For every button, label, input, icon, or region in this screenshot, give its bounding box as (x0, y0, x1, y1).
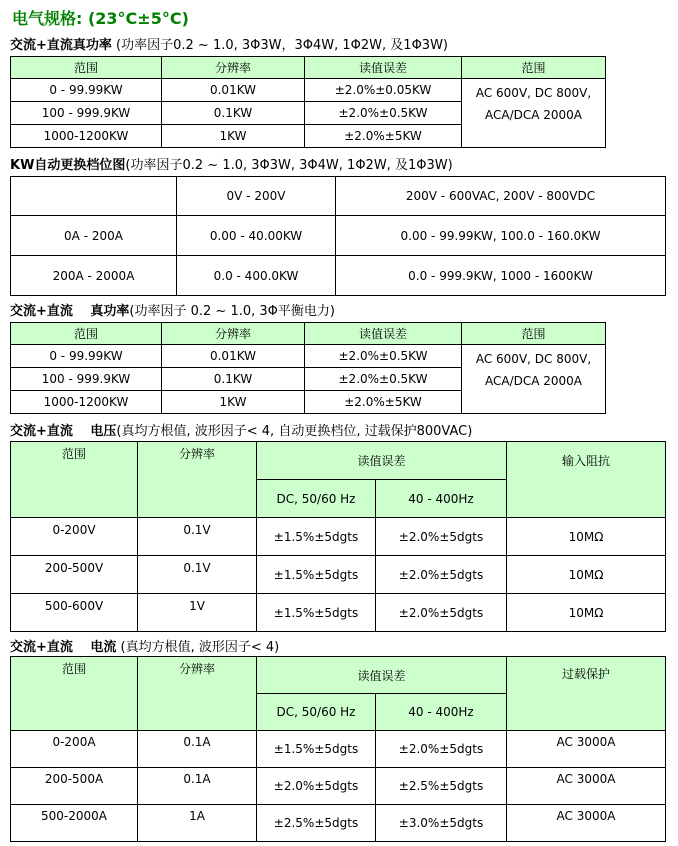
table-cell: ±2.0%±0.05KW (305, 79, 462, 102)
col-header-range: 范围 (11, 323, 162, 345)
table-cell: 500-2000A (11, 805, 138, 842)
table-cell: ±2.5%±5dgts (376, 768, 507, 805)
table-cell: 0-200A (11, 731, 138, 768)
table-cell: AC 3000A (507, 805, 666, 842)
section3-heading-rest: (功率因子 0.2 ~ 1.0, 3Φ平衡电力) (129, 304, 335, 319)
range-note-line2: ACA/DCA 2000A (484, 108, 583, 122)
table-cell: ±2.0%±0.5KW (305, 345, 462, 368)
section1-heading-bold: 交流+直流真功率 (10, 38, 112, 53)
table-cell: ±2.0%±5dgts (376, 518, 507, 556)
table-cell: 1V (138, 594, 257, 632)
table-cell: ±1.5%±5dgts (257, 731, 376, 768)
col-header-range: 范围 (11, 57, 162, 79)
table-cell: 10MΩ (507, 594, 666, 632)
table-cell: 0.0 - 999.9KW, 1000 - 1600KW (336, 256, 666, 296)
col-header-200-800v: 200V - 600VAC, 200V - 800VDC (336, 177, 666, 216)
col-header-0-200v: 0V - 200V (177, 177, 336, 216)
section2-heading-bold: KW自动更换档位图 (10, 158, 126, 173)
col-header-accuracy: 读值误差 (305, 323, 462, 345)
table-cell: 100 - 999.9KW (11, 102, 162, 125)
table-cell: 500-600V (11, 594, 138, 632)
kw-range-table (10, 176, 666, 296)
table-cell: 0.1A (138, 768, 257, 805)
section3-heading-bold: 交流+直流 真功率 (10, 304, 130, 319)
page-title: 电气规格: (23°C±5°C) (12, 9, 189, 28)
table-cell: AC 3000A (507, 768, 666, 805)
col-header-overload: 过载保护 (507, 657, 666, 731)
table-cell: ±2.5%±5dgts (257, 805, 376, 842)
table-cell: ±1.5%±5dgts (257, 594, 376, 632)
col-header-accuracy: 读值误差 (305, 57, 462, 79)
table-cell: ±2.0%±5dgts (257, 768, 376, 805)
range-note-line1: AC 600V, DC 800V, (475, 86, 592, 100)
section5-heading-rest: (真均方根值, 波形因子< 4) (116, 640, 280, 655)
table-cell: 0.1KW (162, 102, 305, 125)
section1-heading-rest: (功率因子0.2 ~ 1.0, 3Φ3W，3Φ4W, 1Φ2W, 及1Φ3W) (111, 38, 448, 53)
table-cell: 0.00 - 40.00KW (177, 216, 336, 256)
table-cell: 200-500A (11, 768, 138, 805)
section3-heading (10, 300, 335, 319)
table-cell: 0A - 200A (11, 216, 177, 256)
col-header-accuracy: 读值误差 (257, 657, 507, 694)
table-cell: 1KW (162, 125, 305, 148)
table-cell (11, 177, 177, 216)
section2-heading (10, 154, 453, 173)
table-cell: 1000-1200KW (11, 125, 162, 148)
table-cell: 0.01KW (162, 79, 305, 102)
table-cell: 0.1A (138, 731, 257, 768)
table-cell: 0.1V (138, 518, 257, 556)
subheader-dc: DC, 50/60 Hz (257, 480, 376, 518)
table-cell: ±2.0%±5KW (305, 391, 462, 414)
table-cell: 1A (138, 805, 257, 842)
table-cell: AC 3000A (507, 731, 666, 768)
subheader-ac: 40 - 400Hz (376, 694, 507, 731)
range-note-line1: AC 600V, DC 800V, (475, 352, 592, 366)
table-cell: 0-200V (11, 518, 138, 556)
col-header-input-impedance: 输入阻抗 (507, 442, 666, 518)
table-cell: ±2.0%±0.5KW (305, 368, 462, 391)
table-cell: 0.00 - 99.99KW, 100.0 - 160.0KW (336, 216, 666, 256)
table-cell: ±2.0%±5KW (305, 125, 462, 148)
table-cell: ±2.0%±0.5KW (305, 102, 462, 125)
subheader-ac: 40 - 400Hz (376, 480, 507, 518)
col-header-resolution: 分辨率 (138, 657, 257, 731)
table-cell: 10MΩ (507, 518, 666, 556)
section4-heading-bold: 交流+直流 电压 (10, 424, 117, 439)
col-header-resolution: 分辨率 (162, 57, 305, 79)
range-note-line2: ACA/DCA 2000A (484, 374, 583, 388)
subheader-dc: DC, 50/60 Hz (257, 694, 376, 731)
col-header-range: 范围 (11, 657, 138, 731)
section1-heading (10, 34, 448, 53)
col-header-resolution: 分辨率 (138, 442, 257, 518)
range-note-cell (462, 79, 606, 148)
section4-heading-rest: (真均方根值, 波形因子< 4, 自动更换档位, 过载保护800VAC) (116, 424, 473, 439)
section2-heading-rest: (功率因子0.2 ~ 1.0, 3Φ3W, 3Φ4W, 1Φ2W, 及1Φ3W) (125, 158, 453, 173)
true-power-table (10, 56, 606, 148)
table-cell: ±1.5%±5dgts (257, 518, 376, 556)
col-header-range-2: 范围 (462, 323, 606, 345)
table-cell: 200A - 2000A (11, 256, 177, 296)
table-cell: 0.0 - 400.0KW (177, 256, 336, 296)
table-cell: 100 - 999.9KW (11, 368, 162, 391)
col-header-accuracy: 读值误差 (257, 442, 507, 480)
table-cell: 0.1KW (162, 368, 305, 391)
col-header-resolution: 分辨率 (162, 323, 305, 345)
section4-heading (10, 420, 472, 439)
range-note-cell (462, 345, 606, 414)
col-header-range-2: 范围 (462, 57, 606, 79)
table-cell: 1000-1200KW (11, 391, 162, 414)
voltage-table (10, 441, 666, 632)
section5-heading-bold: 交流+直流 电流 (10, 640, 117, 655)
table-cell: ±2.0%±5dgts (376, 731, 507, 768)
table-cell: ±1.5%±5dgts (257, 556, 376, 594)
table-cell: 0.1V (138, 556, 257, 594)
table-cell: 200-500V (11, 556, 138, 594)
table-cell: 0.01KW (162, 345, 305, 368)
table-cell: 1KW (162, 391, 305, 414)
balanced-power-table (10, 322, 606, 414)
current-table (10, 656, 666, 842)
col-header-range: 范围 (11, 442, 138, 518)
table-cell: 10MΩ (507, 556, 666, 594)
table-cell: 0 - 99.99KW (11, 345, 162, 368)
table-cell: ±3.0%±5dgts (376, 805, 507, 842)
table-cell: 0 - 99.99KW (11, 79, 162, 102)
section5-heading (10, 636, 279, 655)
table-cell: ±2.0%±5dgts (376, 594, 507, 632)
table-cell: ±2.0%±5dgts (376, 556, 507, 594)
